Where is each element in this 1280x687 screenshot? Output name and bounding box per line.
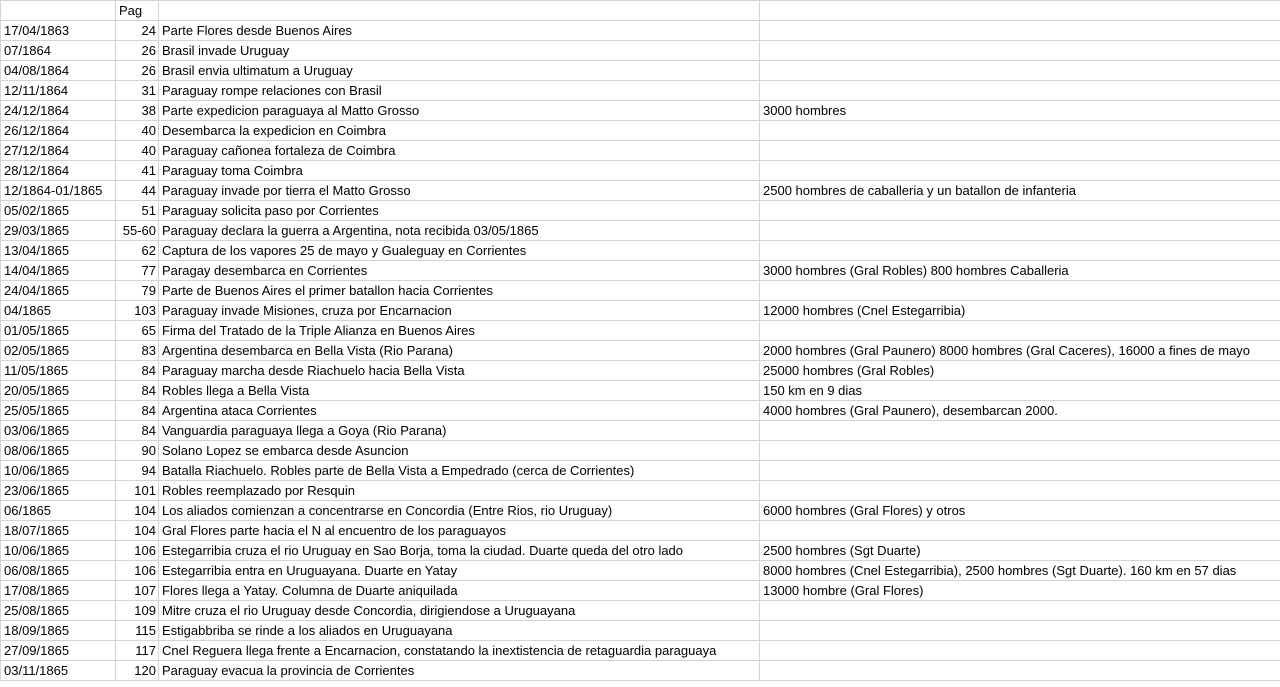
table-row <box>1 381 1280 401</box>
table-row <box>1 421 1280 441</box>
cell-event[interactable]: Argentina desembarca en Bella Vista (Rio Parana) <box>159 341 760 361</box>
cell-event[interactable]: Brasil envia ultimatum a Uruguay <box>159 61 760 81</box>
cell-date[interactable]: 18/09/1865 <box>1 621 116 641</box>
cell-page[interactable]: 41 <box>116 161 159 181</box>
cell-page[interactable]: 55-60 <box>116 221 159 241</box>
cell-date[interactable]: 06/08/1865 <box>1 561 116 581</box>
cell-date[interactable]: 03/11/1865 <box>1 661 116 681</box>
cell-event[interactable]: Solano Lopez se embarca desde Asuncion <box>159 441 760 461</box>
cell-event[interactable]: Paraguay declara la guerra a Argentina, nota recibida 03/05/1865 <box>159 221 760 241</box>
cell-event[interactable]: Estegarribia entra en Uruguayana. Duarte en Yatay <box>159 561 760 581</box>
cell-page[interactable]: 38 <box>116 101 159 121</box>
cell-page[interactable]: 117 <box>116 641 159 661</box>
table-row <box>1 401 1280 421</box>
header-cell-notes[interactable] <box>760 1 1280 21</box>
table-row <box>1 541 1280 561</box>
cell-page[interactable]: 84 <box>116 401 159 421</box>
cell-event[interactable]: Vanguardia paraguaya llega a Goya (Rio Parana) <box>159 421 760 441</box>
cell-date[interactable]: 24/04/1865 <box>1 281 116 301</box>
cell-notes[interactable]: 12000 hombres (Cnel Estegarribia) <box>760 301 1280 321</box>
table-row <box>1 101 1280 121</box>
cell-date[interactable]: 12/1864-01/1865 <box>1 181 116 201</box>
cell-notes[interactable] <box>760 201 1280 221</box>
cell-page[interactable]: 40 <box>116 121 159 141</box>
cell-date[interactable]: 25/08/1865 <box>1 601 116 621</box>
cell-notes[interactable]: 2000 hombres (Gral Paunero) 8000 hombres (Gral Caceres), 16000 a fines de mayo <box>760 341 1280 361</box>
cell-date[interactable]: 03/06/1865 <box>1 421 116 441</box>
cell-event[interactable]: Paragay desembarca en Corrientes <box>159 261 760 281</box>
cell-page[interactable]: 104 <box>116 521 159 541</box>
cell-page[interactable]: 101 <box>116 481 159 501</box>
table-row <box>1 621 1280 641</box>
cell-event[interactable]: Estigabbriba se rinde a los aliados en Uruguayana <box>159 621 760 641</box>
cell-date[interactable]: 04/1865 <box>1 301 116 321</box>
cell-notes[interactable]: 8000 hombres (Cnel Estegarribia), 2500 hombres (Sgt Duarte). 160 km en 57 dias <box>760 561 1280 581</box>
table-row <box>1 161 1280 181</box>
cell-notes[interactable] <box>760 221 1280 241</box>
cell-date[interactable]: 17/08/1865 <box>1 581 116 601</box>
cell-date[interactable]: 23/06/1865 <box>1 481 116 501</box>
cell-notes[interactable]: 6000 hombres (Gral Flores) y otros <box>760 501 1280 521</box>
table-row <box>1 361 1280 381</box>
header-row <box>1 1 1280 21</box>
table-row <box>1 81 1280 101</box>
cell-event[interactable]: Gral Flores parte hacia el N al encuentro de los paraguayos <box>159 521 760 541</box>
cell-notes[interactable]: 25000 hombres (Gral Robles) <box>760 361 1280 381</box>
cell-event[interactable]: Paraguay solicita paso por Corrientes <box>159 201 760 221</box>
cell-date[interactable]: 10/06/1865 <box>1 541 116 561</box>
cell-notes[interactable] <box>760 421 1280 441</box>
cell-page[interactable]: 104 <box>116 501 159 521</box>
table-row <box>1 121 1280 141</box>
cell-date[interactable]: 27/12/1864 <box>1 141 116 161</box>
cell-notes[interactable]: 3000 hombres (Gral Robles) 800 hombres Caballeria <box>760 261 1280 281</box>
cell-date[interactable]: 01/05/1865 <box>1 321 116 341</box>
table-row <box>1 561 1280 581</box>
cell-date[interactable]: 25/05/1865 <box>1 401 116 421</box>
cell-event[interactable]: Paraguay rompe relaciones con Brasil <box>159 81 760 101</box>
table-row <box>1 321 1280 341</box>
cell-event[interactable]: Cnel Reguera llega frente a Encarnacion, constatando la inextistencia de retaguardia paraguaya <box>159 641 760 661</box>
cell-date[interactable]: 28/12/1864 <box>1 161 116 181</box>
cell-notes[interactable]: 2500 hombres de caballeria y un batallon de infanteria <box>760 181 1280 201</box>
table-row <box>1 601 1280 621</box>
table-row <box>1 341 1280 361</box>
cell-notes[interactable] <box>760 121 1280 141</box>
cell-notes[interactable]: 3000 hombres <box>760 101 1280 121</box>
cell-date[interactable]: 14/04/1865 <box>1 261 116 281</box>
table-row <box>1 661 1280 681</box>
cell-notes[interactable] <box>760 521 1280 541</box>
cell-event[interactable]: Paraguay invade Misiones, cruza por Encarnacion <box>159 301 760 321</box>
cell-page[interactable]: 26 <box>116 41 159 61</box>
table-row <box>1 201 1280 221</box>
cell-event[interactable]: Batalla Riachuelo. Robles parte de Bella Vista a Empedrado (cerca de Corrientes) <box>159 461 760 481</box>
cell-event[interactable]: Argentina ataca Corrientes <box>159 401 760 421</box>
cell-date[interactable]: 02/05/1865 <box>1 341 116 361</box>
cell-page[interactable]: 120 <box>116 661 159 681</box>
cell-page[interactable]: 94 <box>116 461 159 481</box>
cell-page[interactable]: 115 <box>116 621 159 641</box>
cell-event[interactable]: Paraguay toma Coimbra <box>159 161 760 181</box>
cell-event[interactable]: Brasil invade Uruguay <box>159 41 760 61</box>
cell-notes[interactable] <box>760 61 1280 81</box>
cell-notes[interactable] <box>760 481 1280 501</box>
table-row <box>1 581 1280 601</box>
cell-notes[interactable] <box>760 141 1280 161</box>
cell-notes[interactable] <box>760 661 1280 681</box>
cell-notes[interactable] <box>760 241 1280 261</box>
table-row <box>1 141 1280 161</box>
cell-event[interactable]: Robles reemplazado por Resquin <box>159 481 760 501</box>
cell-notes[interactable]: 150 km en 9 dias <box>760 381 1280 401</box>
cell-date[interactable]: 26/12/1864 <box>1 121 116 141</box>
table-row <box>1 641 1280 661</box>
cell-date[interactable]: 06/1865 <box>1 501 116 521</box>
cell-notes[interactable] <box>760 601 1280 621</box>
cell-page[interactable]: 84 <box>116 421 159 441</box>
cell-notes[interactable] <box>760 81 1280 101</box>
cell-date[interactable]: 13/04/1865 <box>1 241 116 261</box>
cell-page[interactable]: 106 <box>116 541 159 561</box>
cell-event[interactable]: Paraguay marcha desde Riachuelo hacia Bella Vista <box>159 361 760 381</box>
cell-notes[interactable] <box>760 21 1280 41</box>
cell-event[interactable]: Parte Flores desde Buenos Aires <box>159 21 760 41</box>
header-cell-date[interactable] <box>1 1 116 21</box>
cell-date[interactable]: 17/04/1863 <box>1 21 116 41</box>
cell-page[interactable]: 31 <box>116 81 159 101</box>
cell-date[interactable]: 04/08/1864 <box>1 61 116 81</box>
cell-page[interactable]: 79 <box>116 281 159 301</box>
table-row <box>1 281 1280 301</box>
cell-notes[interactable] <box>760 161 1280 181</box>
cell-date[interactable]: 05/02/1865 <box>1 201 116 221</box>
cell-page[interactable]: 77 <box>116 261 159 281</box>
table-row <box>1 241 1280 261</box>
cell-event[interactable]: Robles llega a Bella Vista <box>159 381 760 401</box>
table-row <box>1 261 1280 281</box>
cell-page[interactable]: 90 <box>116 441 159 461</box>
table-row <box>1 441 1280 461</box>
table-row <box>1 301 1280 321</box>
cell-event[interactable]: Parte expedicion paraguaya al Matto Grosso <box>159 101 760 121</box>
cell-page[interactable]: 84 <box>116 361 159 381</box>
cell-notes[interactable] <box>760 41 1280 61</box>
cell-event[interactable]: Paraguay invade por tierra el Matto Grosso <box>159 181 760 201</box>
table-row <box>1 521 1280 541</box>
cell-notes[interactable] <box>760 441 1280 461</box>
cell-notes[interactable] <box>760 281 1280 301</box>
cell-notes[interactable]: 4000 hombres (Gral Paunero), desembarcan 2000. <box>760 401 1280 421</box>
table-body <box>1 1 1280 681</box>
cell-page[interactable]: 106 <box>116 561 159 581</box>
cell-page[interactable]: 107 <box>116 581 159 601</box>
header-cell-page[interactable]: Pag <box>116 1 159 21</box>
header-cell-event[interactable] <box>159 1 760 21</box>
cell-page[interactable]: 65 <box>116 321 159 341</box>
table-row <box>1 21 1280 41</box>
cell-page[interactable]: 109 <box>116 601 159 621</box>
table-row <box>1 41 1280 61</box>
cell-event[interactable]: Firma del Tratado de la Triple Alianza en Buenos Aires <box>159 321 760 341</box>
cell-event[interactable]: Parte de Buenos Aires el primer batallon hacia Corrientes <box>159 281 760 301</box>
cell-page[interactable]: 26 <box>116 61 159 81</box>
cell-date[interactable]: 11/05/1865 <box>1 361 116 381</box>
cell-date[interactable]: 10/06/1865 <box>1 461 116 481</box>
cell-date[interactable]: 12/11/1864 <box>1 81 116 101</box>
table-row <box>1 221 1280 241</box>
cell-event[interactable]: Flores llega a Yatay. Columna de Duarte aniquilada <box>159 581 760 601</box>
cell-date[interactable]: 07/1864 <box>1 41 116 61</box>
cell-event[interactable]: Desembarca la expedicion en Coimbra <box>159 121 760 141</box>
cell-notes[interactable]: 13000 hombre (Gral Flores) <box>760 581 1280 601</box>
cell-date[interactable]: 20/05/1865 <box>1 381 116 401</box>
cell-page[interactable]: 40 <box>116 141 159 161</box>
table-row <box>1 461 1280 481</box>
cell-page[interactable]: 51 <box>116 201 159 221</box>
cell-date[interactable]: 18/07/1865 <box>1 521 116 541</box>
table-row <box>1 481 1280 501</box>
cell-date[interactable]: 27/09/1865 <box>1 641 116 661</box>
cell-page[interactable]: 103 <box>116 301 159 321</box>
table-row <box>1 181 1280 201</box>
cell-event[interactable]: Mitre cruza el rio Uruguay desde Concordia, dirigiendose a Uruguayana <box>159 601 760 621</box>
cell-page[interactable]: 44 <box>116 181 159 201</box>
cell-event[interactable]: Captura de los vapores 25 de mayo y Gualeguay en Corrientes <box>159 241 760 261</box>
cell-event[interactable]: Estegarribia cruza el rio Uruguay en Sao Borja, toma la ciudad. Duarte queda del otro lado <box>159 541 760 561</box>
table-row <box>1 501 1280 521</box>
cell-date[interactable]: 24/12/1864 <box>1 101 116 121</box>
cell-event[interactable]: Los aliados comienzan a concentrarse en Concordia (Entre Rios, rio Uruguay) <box>159 501 760 521</box>
cell-notes[interactable]: 2500 hombres (Sgt Duarte) <box>760 541 1280 561</box>
cell-notes[interactable] <box>760 461 1280 481</box>
cell-date[interactable]: 29/03/1865 <box>1 221 116 241</box>
cell-event[interactable]: Paraguay evacua la provincia de Corrientes <box>159 661 760 681</box>
cell-page[interactable]: 84 <box>116 381 159 401</box>
cell-date[interactable]: 08/06/1865 <box>1 441 116 461</box>
cell-event[interactable]: Paraguay cañonea fortaleza de Coimbra <box>159 141 760 161</box>
cell-page[interactable]: 83 <box>116 341 159 361</box>
cell-page[interactable]: 62 <box>116 241 159 261</box>
table-row <box>1 61 1280 81</box>
cell-page[interactable]: 24 <box>116 21 159 41</box>
cell-notes[interactable] <box>760 321 1280 341</box>
cell-notes[interactable] <box>760 641 1280 661</box>
cell-notes[interactable] <box>760 621 1280 641</box>
